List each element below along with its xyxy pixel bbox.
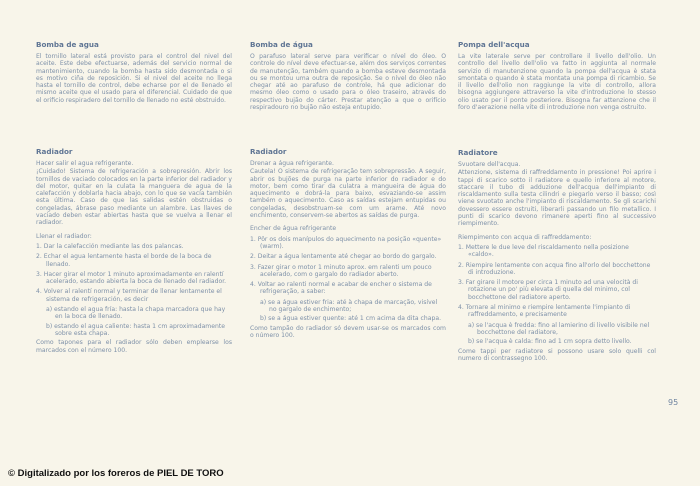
fill-steps — [458, 244, 656, 319]
fill-substep: b) se a água estiver quente: até 1 cm acima da dita chapa. — [260, 315, 442, 323]
column-portuguese — [250, 40, 446, 339]
digitization-credit: © Digitalizado por los foreros de PIEL DE TORO — [8, 468, 224, 479]
fill-step: 1. Mettere le due leve del riscaldamento nella posizione «caldo». — [458, 243, 629, 259]
fill-substeps — [458, 322, 656, 346]
cap-note: Come tappi per radiatore si possono usare solo quelli col numero di contrassegno 100. — [458, 347, 656, 362]
column-italian — [458, 40, 656, 362]
section-title-water-pump: Bomba de água — [250, 40, 313, 49]
section-radiator — [250, 147, 446, 343]
section-body-radiator: Attenzione, sistema di raffreddamento in pressione! Poi aprire i tappi di scarico sotto il radiatore e quello inferiore al motore, staccare il tubo di adduzione dell'acqua dell'impianto di riscaldamento sulla testa cilindri e piegarlo verso il basso; così viene svuotato anche l'impianto di riscaldamento. Se gli scarichi dovessero essere ostruiti, liberarli passando un filo metallico. I punti di scarico devono rimanere aperti fino al successivo riempimento. — [458, 169, 656, 228]
section-intro-radiator: Hacer salir el agua refrigerante. — [36, 160, 134, 167]
section-body-water-pump: O parafuso lateral serve para verificar o nível do óleo. O controle do nível deve efectuar-se, além dos serviços correntes de manutenção, também quando a bomba esteve desmontada ou se montou uma outra de reposição. Se o nível do óleo não chegar até ao parafuso de controle, há que adicionar do mesmo óleo como o usado para o óleo traseiro, através do respectivo bujão do cárter. Prestar atenção a que o orifício respiradouro no bujão não esteja entupido. — [250, 53, 446, 112]
fill-step: 4. Volver al ralentí normal y terminar de llenar lentamente el sistema de refrigeración, es decir — [36, 288, 222, 303]
cap-note: Como tampão do radiador só devem usar-se os marcados com o número 100. — [250, 324, 446, 339]
fill-step: 3. Hacer girar el motor 1 minuto aproximadamente en ralentí acelerado, estando abierta la boca de llenado del radiador. — [36, 270, 227, 286]
fill-step: 4. Voltar ao ralenti normal e acabar de encher o sistema de refrigeração, a saber: — [250, 281, 432, 296]
section-title-radiator: Radiador — [36, 147, 73, 156]
section-body-water-pump: La vite laterale serve per controllare il livello dell'olio. Un controllo del livello dell'olio va fatto in aggiunta al normale servizio di manutenzione quando la pompa dell'acqua è stata smontata o quando è stata montata una pompa di ricambio. Se il livello dell'olio non raggiunge la vite di controllo, allora bisogna aggiungere attraverso la vite d'introduzione lo stesso olio usato per il ponte posteriore. Bisogna far attenzione che il foro d'aerazione nella vite di introduzione non venga ostruito. — [458, 53, 656, 112]
section-body-water-pump: El tornillo lateral está provisto para el control del nivel del aceite. Este debe efectuarse, además del servicio normal de mantenimiento, cuando la bomba hasta sido desmontada o si es motivo ciña de reposición. Si el nivel del aceite no llega hasta el tornillo de control, debe echarse por el de llenado el mismo aceite que el usado para el diferencial. Cuidado de que el orificio respiradero del tornillo de llenado no esté obstruido. — [36, 53, 232, 104]
fill-label: Encher de água refrigerante — [250, 225, 337, 233]
fill-substep: b) estando el agua caliente: hasta 1 cm aproximadamente sobre esta chapa. — [46, 322, 225, 337]
section-body-radiator: ¡Cuidado! Sistema de refrigeración a sobrepresión. Abrir los tornillos de vaciado colocados en la parte inferior del radiador y del motor, quitar en la culata la manguera de agua de la calefacción y doblarla hacia abajo, con lo que se vacía también esta última. Caso de que las salidas estén obstruidas o congeladas, ábrase paso mediante un alambre. Las llaves de vaciado deben estar abiertas hasta que se vuelva a llenar el radiador. — [36, 168, 232, 227]
fill-substep: a) estando el agua fría: hasta la chapa marcadora que hay en la boca de llenado. — [46, 306, 226, 321]
fill-label: Llenar el radiador: — [36, 232, 92, 240]
section-radiator — [458, 148, 656, 366]
section-title-radiator: Radiatore — [458, 148, 498, 157]
section-title-water-pump: Pompa dell'acqua — [458, 40, 530, 49]
section-title-radiator: Radiador — [250, 147, 287, 156]
fill-step: 4. Tornare al minimo e riempire lentamente l'impianto di raffreddamento, e precisamente — [458, 304, 631, 319]
fill-steps — [250, 236, 446, 296]
section-radiator — [36, 147, 232, 358]
section-body-radiator: Cautela! O sistema de refrigeração tem sobrepressão. A seguir, abrir os bujões de purga na parte inferior do radiador e do motor, bem como tirar da culatra a mangueira de água do aquecimento e dobrá-la para baixo, esvaziando-se assim também o aquecimento. Caso as saídas estejam entupidas ou congeladas, desobstruam-se com um arame. Até novo enchimento, conservem-se abertos as saídas de purga. — [250, 168, 446, 220]
fill-substeps — [250, 299, 446, 323]
column-spanish — [36, 40, 232, 354]
fill-substeps — [36, 306, 232, 337]
fill-step: 2. Echar el agua lentamente hasta el borde de la boca de llenado. — [36, 253, 212, 268]
page-number: 95 — [668, 398, 679, 407]
section-intro-radiator: Drenar a água refrigerante. — [250, 160, 334, 167]
fill-step: 2. Riempire lentamente con acqua fino all'orlo del bocchettone di introduzione. — [458, 261, 651, 276]
fill-step: 1. Pôr os dois manípulos do aquecimento na posição «quente» (warm). — [250, 235, 442, 250]
fill-steps — [36, 243, 232, 303]
fill-step: 3. Far girare il motore per circa 1 minuto ad una velocità di rotazione un po' più elevata di quella del minimo, col bocchettone del radiatore aperto. — [458, 279, 638, 301]
fill-substep: a) se a água estiver fria: até à chapa de marcação, visível no gargalo de enchimento; — [260, 298, 438, 314]
fill-step: 1. Dar la calefacción mediante las dos palancas. — [36, 242, 184, 250]
section-title-water-pump: Bomba de agua — [36, 40, 99, 49]
fill-label: Riempimento con acqua di raffreddamento: — [458, 233, 592, 241]
fill-substep: b) se l'acqua è calda: fino ad 1 cm sopra detto livello. — [468, 338, 632, 346]
cap-note: Como tapones para el radiador sólo deben emplearse los marcados con el número 100. — [36, 339, 232, 354]
fill-step: 3. Fazer girar o motor 1 minuto aprox. em ralenti um pouco acelerado, com o gargalo do radiador aberto. — [250, 263, 432, 278]
fill-substep: a) se l'acqua è fredda: fino al lamierino di livello visibile nel bocchettone del radiatore, — [468, 321, 650, 336]
section-intro-radiator: Svuotare dell'acqua. — [458, 161, 521, 168]
fill-step: 2. Deitar a água lentamente até chegar ao bordo do gargalo. — [250, 253, 437, 261]
